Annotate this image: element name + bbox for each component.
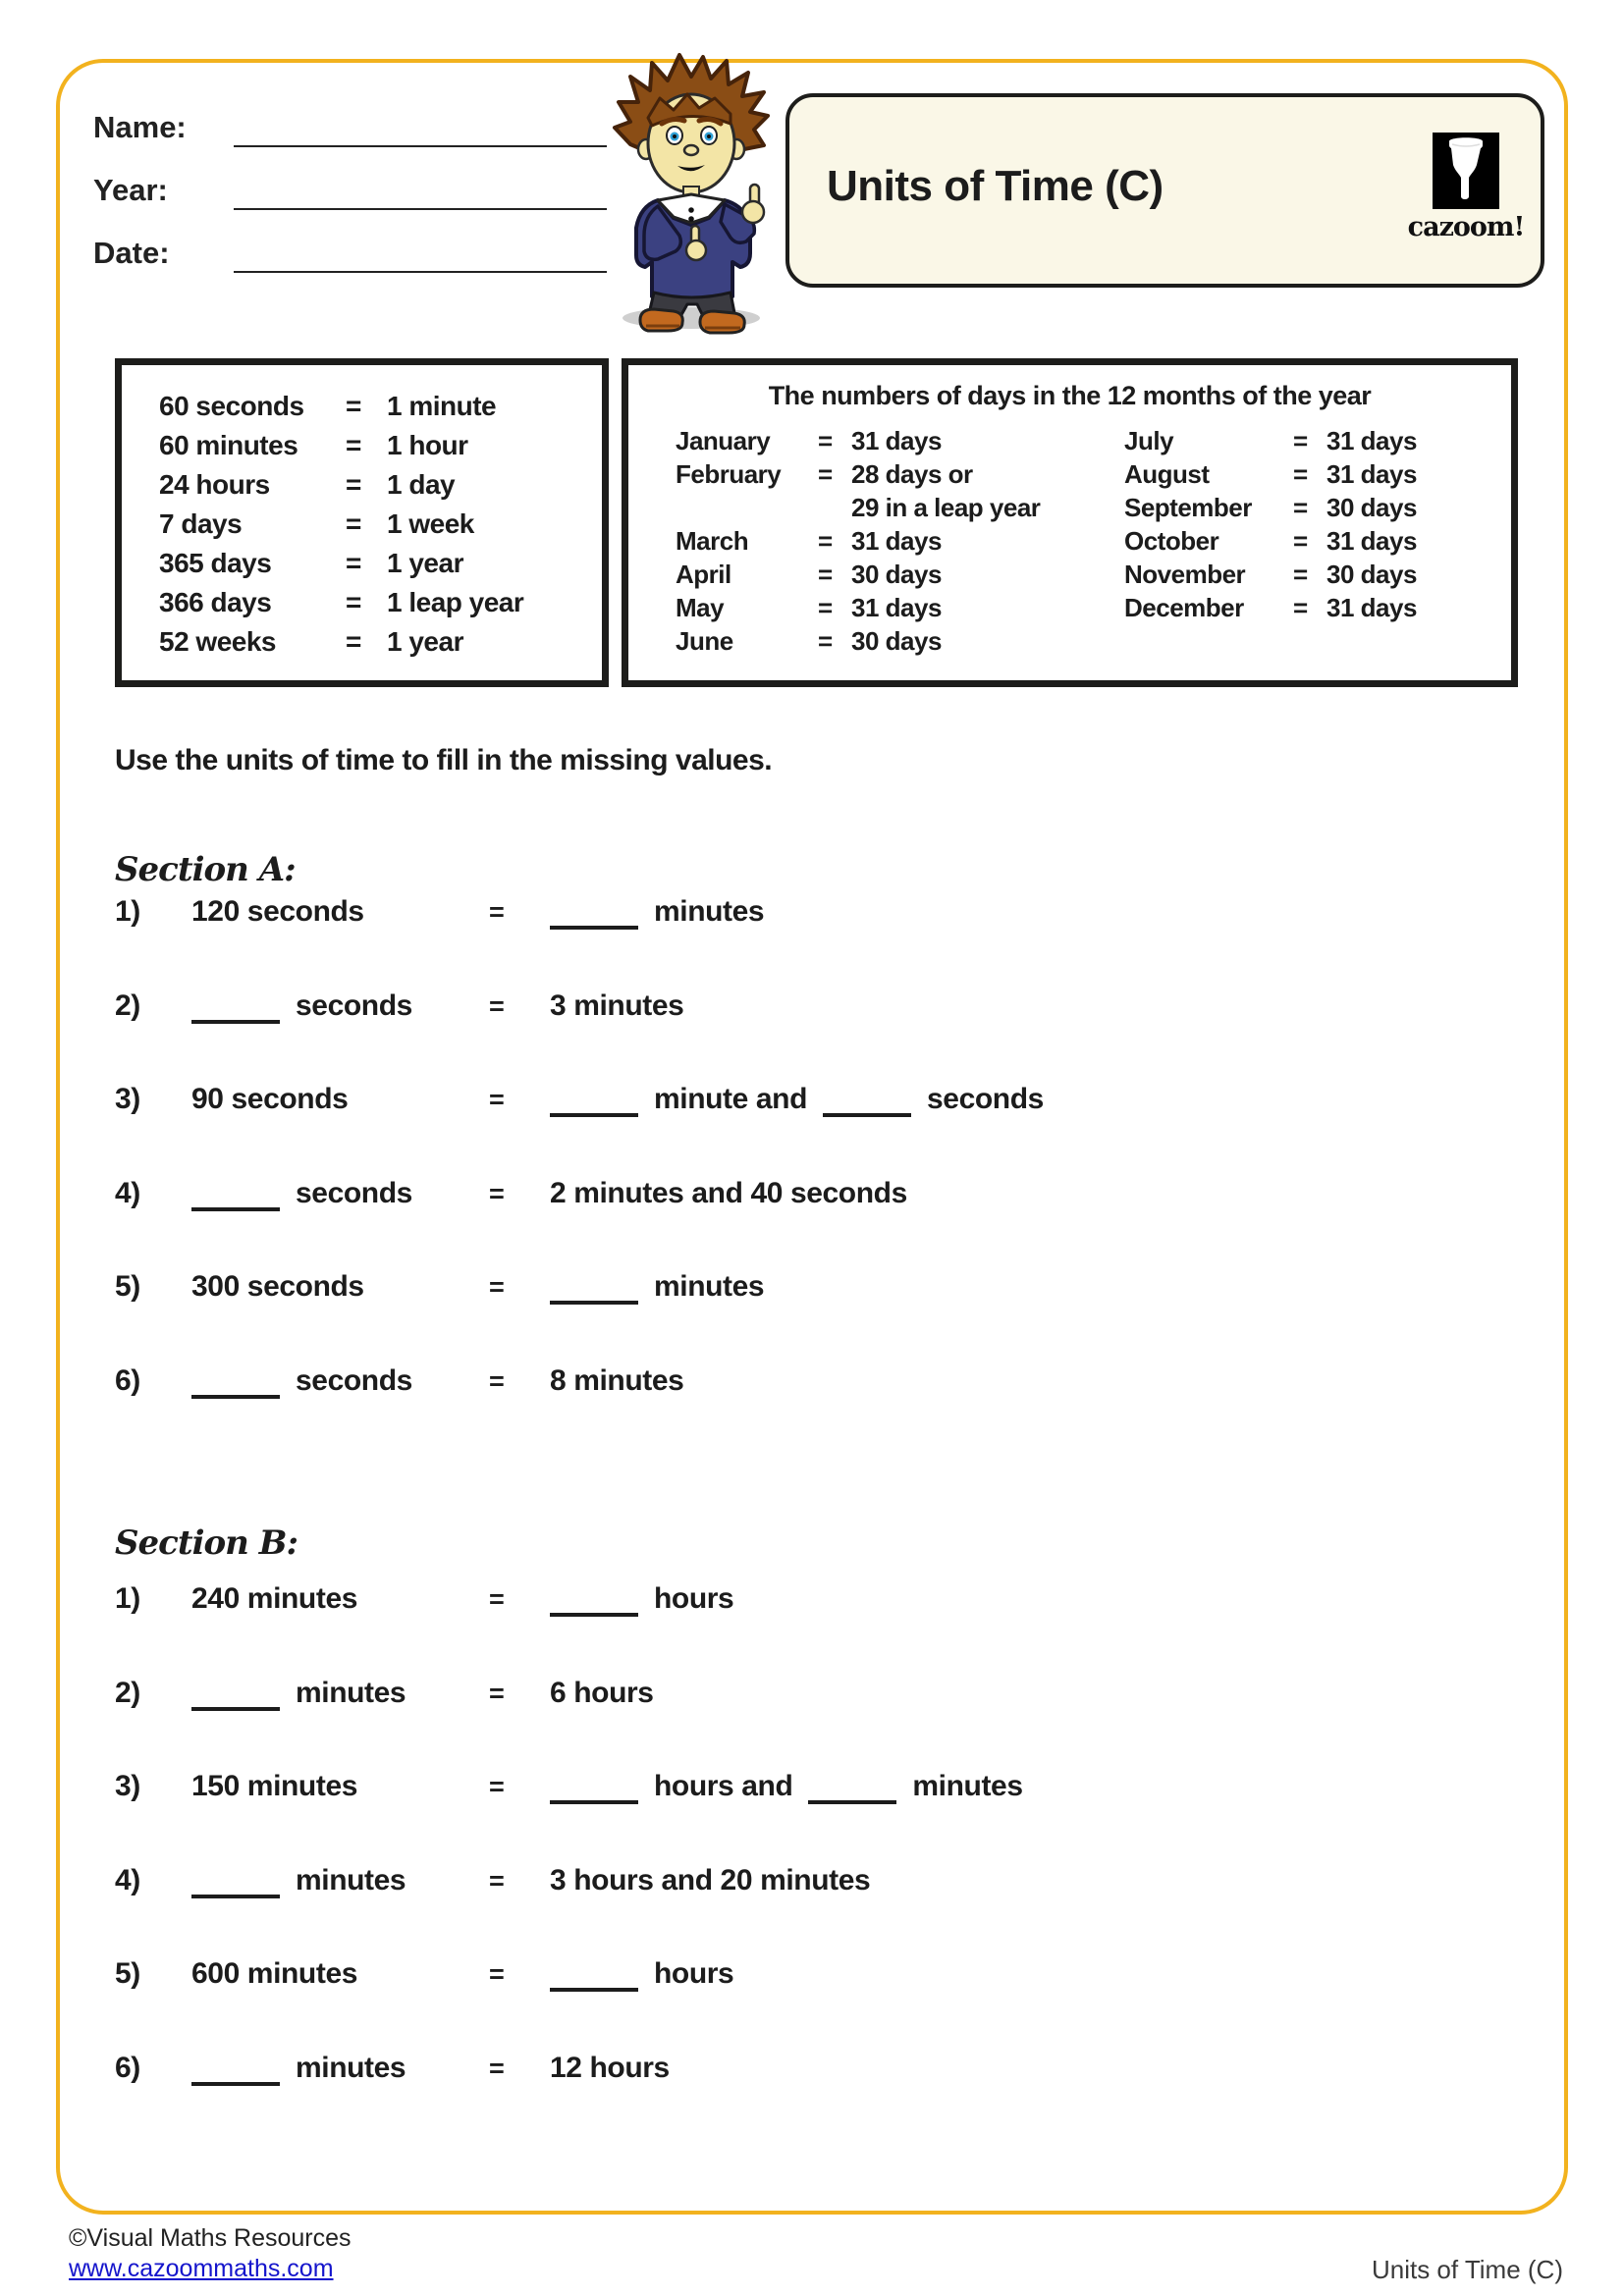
month-row: January = 31 days xyxy=(676,426,942,455)
unit-label: minutes xyxy=(296,1864,406,1896)
cazoom-logo-text: cazoom! xyxy=(1407,212,1525,242)
question-b3 xyxy=(115,1770,1023,1804)
answer-blank xyxy=(550,1301,638,1305)
unit-label: minutes xyxy=(296,1677,406,1709)
name-label: Name: xyxy=(93,110,187,144)
question-b4 xyxy=(115,1864,870,1898)
month-row: September = 30 days xyxy=(1124,493,1417,522)
question-right: 3 minutes xyxy=(550,989,684,1022)
question-left: 240 minutes xyxy=(191,1582,358,1615)
month-row: November = 30 days xyxy=(1124,560,1417,589)
unit-label: minute and xyxy=(654,1083,808,1115)
instruction-text: Use the units of time to fill in the missing values. xyxy=(115,744,773,776)
answer-blank xyxy=(550,926,638,930)
answer-blank xyxy=(191,2082,280,2086)
cazoom-logo xyxy=(1400,133,1532,242)
unit-label: seconds xyxy=(296,989,412,1022)
date-line xyxy=(234,271,607,273)
question-number: 3) xyxy=(115,1770,140,1802)
months-reference-box xyxy=(622,358,1518,687)
question-right xyxy=(550,895,764,930)
question-left xyxy=(191,1864,483,1898)
copyright-text: ©Visual Maths Resources xyxy=(69,2224,352,2252)
mascot-boy-illustration xyxy=(601,51,787,336)
equals-sign: = xyxy=(489,1772,505,1801)
question-number: 6) xyxy=(115,1364,140,1397)
question-number: 4) xyxy=(115,1864,140,1896)
unit-label: hours xyxy=(654,1582,734,1615)
year-line xyxy=(234,208,607,210)
question-left: 90 seconds xyxy=(191,1083,349,1115)
question-b5 xyxy=(115,1957,733,1992)
month-row: May = 31 days xyxy=(676,593,942,622)
question-left xyxy=(191,989,483,1024)
equals-sign: = xyxy=(489,1366,505,1396)
answer-blank xyxy=(191,1395,280,1399)
question-right xyxy=(550,1083,1044,1117)
units-row: 366 days = 1 leap year xyxy=(159,587,524,617)
equals-sign: = xyxy=(489,1866,505,1896)
answer-blank xyxy=(191,1020,280,1024)
month-row: December = 31 days xyxy=(1124,593,1417,622)
question-left xyxy=(191,1177,483,1211)
date-label: Date: xyxy=(93,236,170,270)
question-number: 6) xyxy=(115,2052,140,2084)
answer-blank xyxy=(191,1707,280,1711)
equals-sign: = xyxy=(489,1085,505,1114)
unit-label: seconds xyxy=(927,1083,1044,1115)
months-box-title: The numbers of days in the 12 months of the year xyxy=(768,381,1372,410)
answer-blank xyxy=(808,1800,896,1804)
question-right: 6 hours xyxy=(550,1677,654,1709)
unit-label: minutes xyxy=(654,895,765,928)
equals-sign: = xyxy=(489,1272,505,1302)
year-label: Year: xyxy=(93,173,168,207)
cazoom-drum-icon xyxy=(1433,133,1499,209)
question-left: 600 minutes xyxy=(191,1957,358,1990)
question-a6 xyxy=(115,1364,683,1399)
question-number: 5) xyxy=(115,1957,140,1990)
question-number: 1) xyxy=(115,895,140,928)
question-a1 xyxy=(115,895,764,930)
question-left: 300 seconds xyxy=(191,1270,364,1303)
unit-label: seconds xyxy=(296,1177,412,1209)
equals-sign: = xyxy=(489,1584,505,1614)
question-right: 2 minutes and 40 seconds xyxy=(550,1177,907,1209)
units-row: 60 seconds = 1 minute xyxy=(159,391,497,421)
month-row: July = 31 days xyxy=(1124,426,1417,455)
question-left xyxy=(191,2052,483,2086)
question-right xyxy=(550,1270,764,1305)
question-a5 xyxy=(115,1270,764,1305)
question-right: 8 minutes xyxy=(550,1364,684,1397)
month-row: August = 31 days xyxy=(1124,459,1417,489)
question-left xyxy=(191,1364,483,1399)
unit-label: hours xyxy=(654,1957,734,1990)
answer-blank xyxy=(191,1207,280,1211)
question-right: 12 hours xyxy=(550,2052,670,2084)
answer-blank xyxy=(191,1895,280,1898)
unit-label: hours and xyxy=(654,1770,793,1802)
worksheet-title: Units of Time (C) xyxy=(827,162,1164,210)
equals-sign: = xyxy=(489,897,505,927)
question-number: 4) xyxy=(115,1177,140,1209)
question-right xyxy=(550,1957,733,1992)
month-row: April = 30 days xyxy=(676,560,942,589)
question-number: 2) xyxy=(115,989,140,1022)
units-row: 7 days = 1 week xyxy=(159,508,474,539)
question-left: 120 seconds xyxy=(191,895,364,928)
units-rows xyxy=(159,387,523,662)
month-row: October = 31 days xyxy=(1124,526,1417,556)
website-link[interactable]: www.cazoommaths.com xyxy=(69,2255,334,2282)
question-a2 xyxy=(115,989,683,1024)
question-left: 150 minutes xyxy=(191,1770,358,1802)
section-b-heading: Section B: xyxy=(115,1523,298,1563)
unit-label: seconds xyxy=(296,1364,412,1397)
unit-label: minutes xyxy=(912,1770,1023,1802)
equals-sign: = xyxy=(489,1179,505,1208)
question-number: 5) xyxy=(115,1270,140,1303)
section-a-heading: Section A: xyxy=(115,850,296,889)
name-line xyxy=(234,145,607,147)
footer-worksheet-title: Units of Time (C) xyxy=(1371,2255,1563,2284)
units-row: 365 days = 1 year xyxy=(159,548,463,578)
month-row: June = 30 days xyxy=(676,626,942,656)
question-number: 1) xyxy=(115,1582,140,1615)
equals-sign: = xyxy=(489,991,505,1021)
answer-blank xyxy=(823,1113,911,1117)
units-reference-box xyxy=(115,358,609,687)
question-a3 xyxy=(115,1083,1044,1117)
answer-blank xyxy=(550,1113,638,1117)
months-right-column xyxy=(1124,424,1417,624)
title-box xyxy=(785,93,1544,288)
question-right xyxy=(550,1770,1023,1804)
units-row: 24 hours = 1 day xyxy=(159,469,456,500)
month-row: March = 31 days xyxy=(676,526,942,556)
unit-label: minutes xyxy=(654,1270,765,1303)
question-b1 xyxy=(115,1582,733,1617)
months-left-column xyxy=(676,424,1040,658)
question-a4 xyxy=(115,1177,907,1211)
question-right: 3 hours and 20 minutes xyxy=(550,1864,871,1896)
units-row: 60 minutes = 1 hour xyxy=(159,430,468,460)
units-row: 52 weeks = 1 year xyxy=(159,626,463,657)
question-b6 xyxy=(115,2052,670,2086)
answer-blank xyxy=(550,1988,638,1992)
unit-label: minutes xyxy=(296,2052,406,2084)
question-left xyxy=(191,1677,483,1711)
equals-sign: = xyxy=(489,2054,505,2083)
answer-blank xyxy=(550,1800,638,1804)
question-number: 2) xyxy=(115,1677,140,1709)
question-b2 xyxy=(115,1677,654,1711)
answer-blank xyxy=(550,1613,638,1617)
question-number: 3) xyxy=(115,1083,140,1115)
equals-sign: = xyxy=(489,1959,505,1989)
month-row: 29 in a leap year xyxy=(851,493,1041,522)
question-right xyxy=(550,1582,733,1617)
equals-sign: = xyxy=(489,1679,505,1708)
month-row: February = 28 days or xyxy=(676,459,973,489)
